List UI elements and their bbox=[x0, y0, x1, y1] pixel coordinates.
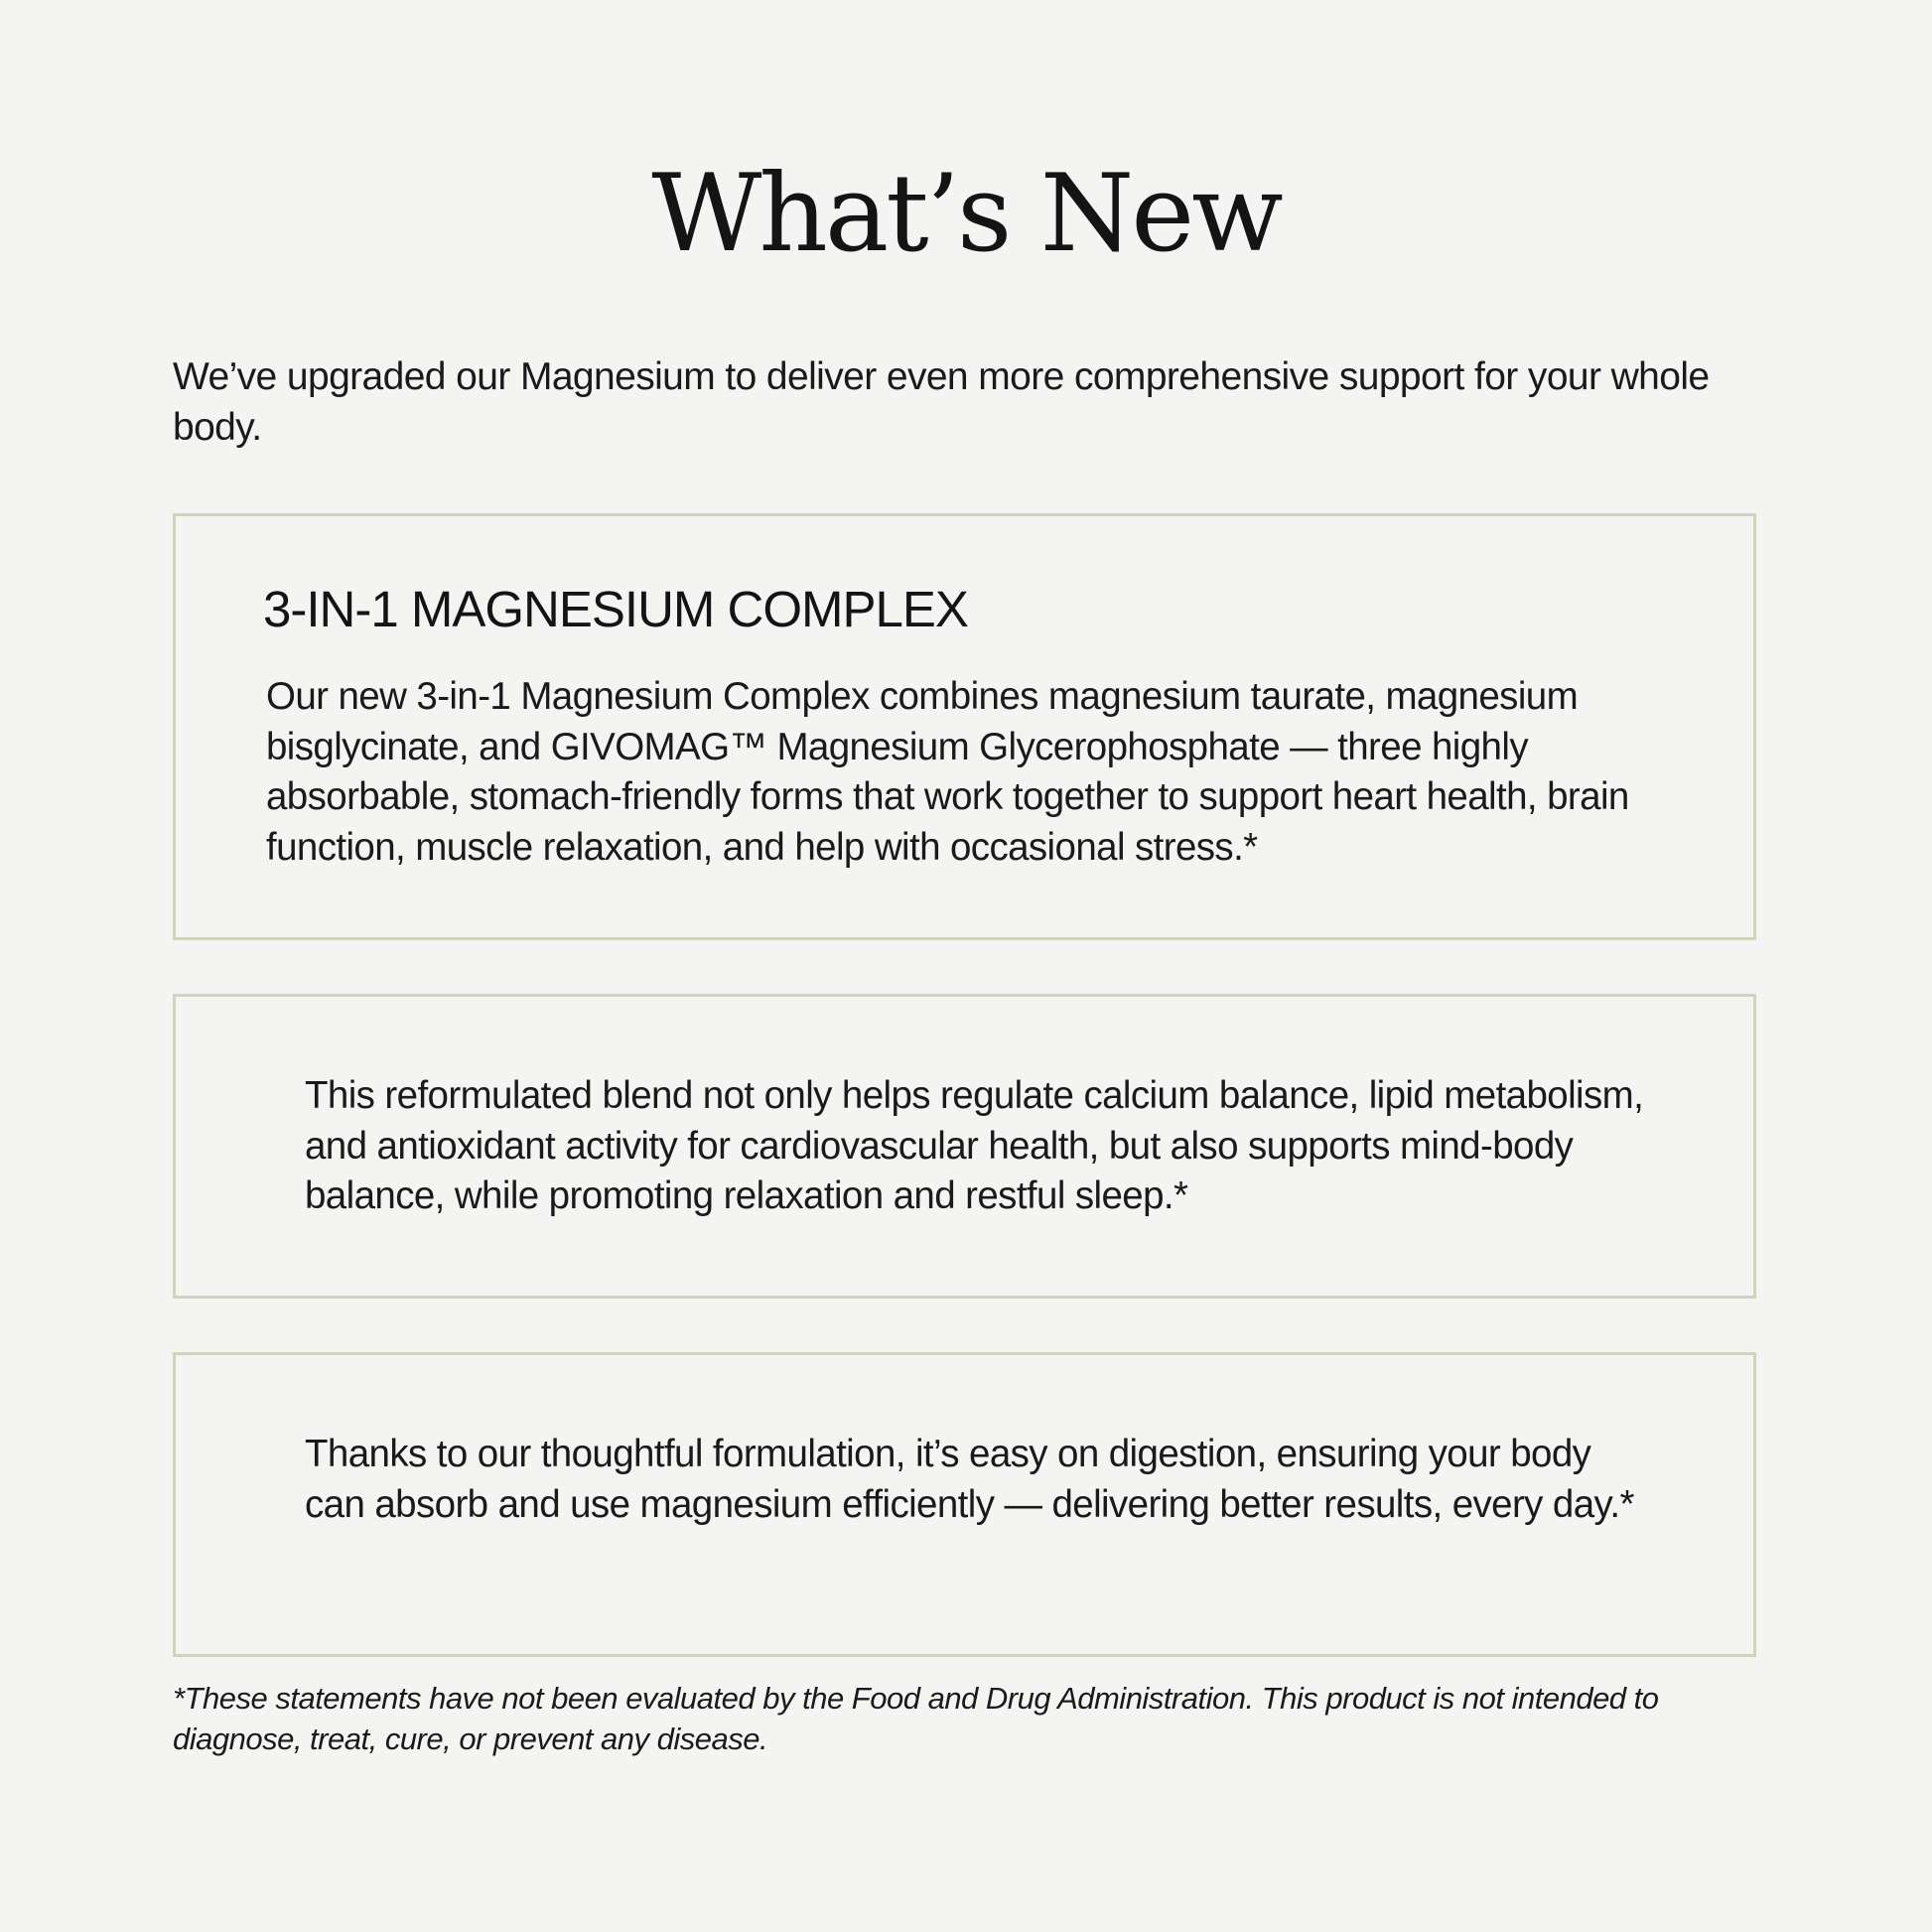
card-body: Our new 3-in-1 Magnesium Complex combines magnesium taurate, magnesium bisglycinate, and GIVOMAG™ Magnesium Glycerophosphate — three highly absorbable, stomach-friendly forms that work together to support heart health, brain function, muscle relaxation, and help with occasional stress.* bbox=[266, 675, 1629, 869]
feature-card-magnesium-complex bbox=[173, 513, 1756, 940]
card-body: This reformulated blend not only helps regulate calcium balance, lipid metabolism, and antioxidant activity for cardiovascular health, but also supports mind-body balance, while promoting relaxation and restful sleep.* bbox=[305, 1074, 1644, 1217]
feature-card-digestion bbox=[173, 1352, 1756, 1657]
feature-card-reformulated-blend bbox=[173, 994, 1756, 1299]
page-title: What’s New bbox=[651, 152, 1281, 276]
card-body: Thanks to our thoughtful formulation, it’s easy on digestion, ensuring your body can absorb and use magnesium efficiently — delivering better results, every day.* bbox=[305, 1433, 1634, 1526]
intro-text: We’ve upgraded our Magnesium to deliver even more comprehensive support for your whole body. bbox=[173, 355, 1710, 449]
card-heading: 3-IN-1 MAGNESIUM COMPLEX bbox=[263, 581, 968, 637]
fda-disclaimer: *These statements have not been evaluated by the Food and Drug Administration. This product is not intended to diagnose, treat, cure, or prevent any disease. bbox=[173, 1681, 1659, 1756]
